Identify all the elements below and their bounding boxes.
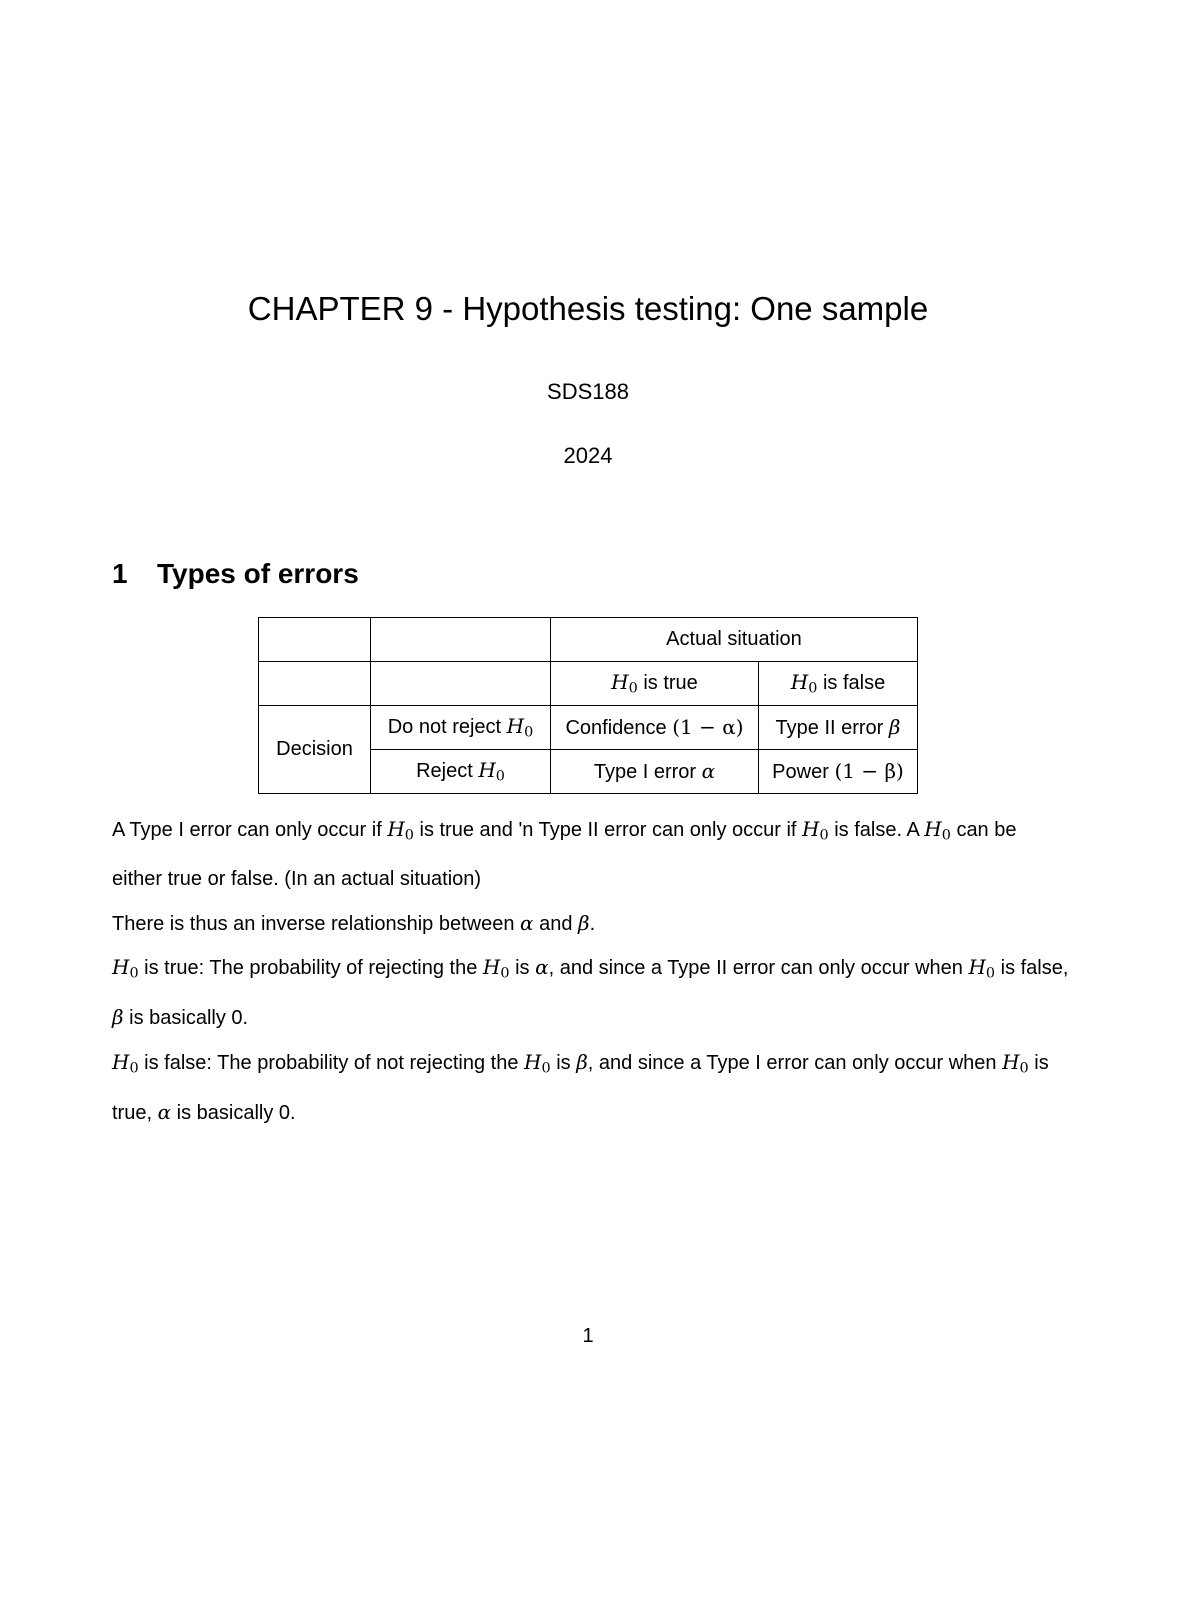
table-header-h0-true: $H_0$ is true — [551, 662, 759, 706]
section-number: 1 — [112, 558, 128, 589]
h0-symbol: $H_0$ — [478, 758, 505, 785]
body-text — [112, 808, 1072, 1135]
paragraph-error-conditions: A Type I error can only occur if $H_0$ is true and 'n Type II error can only occur if $H_0$ is false. A $H_0$ can be either true or false. (In an actual situation) — [112, 817, 1017, 891]
table-cell-empty — [259, 618, 371, 662]
table-cell-confidence: Confidence (1 − α) — [551, 706, 759, 750]
h0-symbol: $H_0$ — [506, 714, 534, 741]
table-cell-decision: Decision — [259, 706, 371, 794]
paragraph-h0-true: $H_0$ is true: The probability of rejecting the $H_0$ is α, and since a Type II error can only occur when $H_0$ is false, β is basically 0. — [112, 955, 1069, 1030]
section-heading — [112, 558, 359, 590]
table-row — [259, 662, 918, 706]
paragraph-inverse-relationship: There is thus an inverse relationship between α and β. — [112, 910, 596, 935]
table-header-h0-false: $H_0$ is false — [759, 662, 918, 706]
table-cell-reject: Reject $H_0$ — [371, 750, 551, 794]
error-types-table — [258, 617, 918, 794]
page-number: 1 — [582, 1325, 594, 1347]
h0-symbol: $H_0$ — [611, 670, 638, 697]
table-header-actual-situation: Actual situation — [551, 618, 918, 662]
section-title: Types of errors — [157, 558, 359, 589]
table-cell-empty — [371, 618, 551, 662]
course-code: SDS188 — [547, 379, 629, 404]
table-cell-empty — [371, 662, 551, 706]
document-title: CHAPTER 9 - Hypothesis testing: One sample — [247, 290, 929, 327]
paragraph-h0-false: $H_0$ is false: The probability of not rejecting the $H_0$ is β, and since a Type I error can only occur when $H_0$ is true, α is basically 0. — [112, 1049, 1049, 1124]
table-row — [259, 618, 918, 662]
table-cell-type2-error: Type II error β — [759, 706, 918, 750]
table-cell-power: Power (1 − β) — [759, 750, 918, 794]
document-year: 2024 — [563, 443, 613, 468]
table-cell-type1-error: Type I error α — [551, 750, 759, 794]
table-cell-empty — [259, 662, 371, 706]
h0-symbol: $H_0$ — [790, 670, 818, 697]
table-cell-do-not-reject: Do not reject $H_0$ — [371, 706, 551, 750]
table-row — [259, 706, 918, 750]
